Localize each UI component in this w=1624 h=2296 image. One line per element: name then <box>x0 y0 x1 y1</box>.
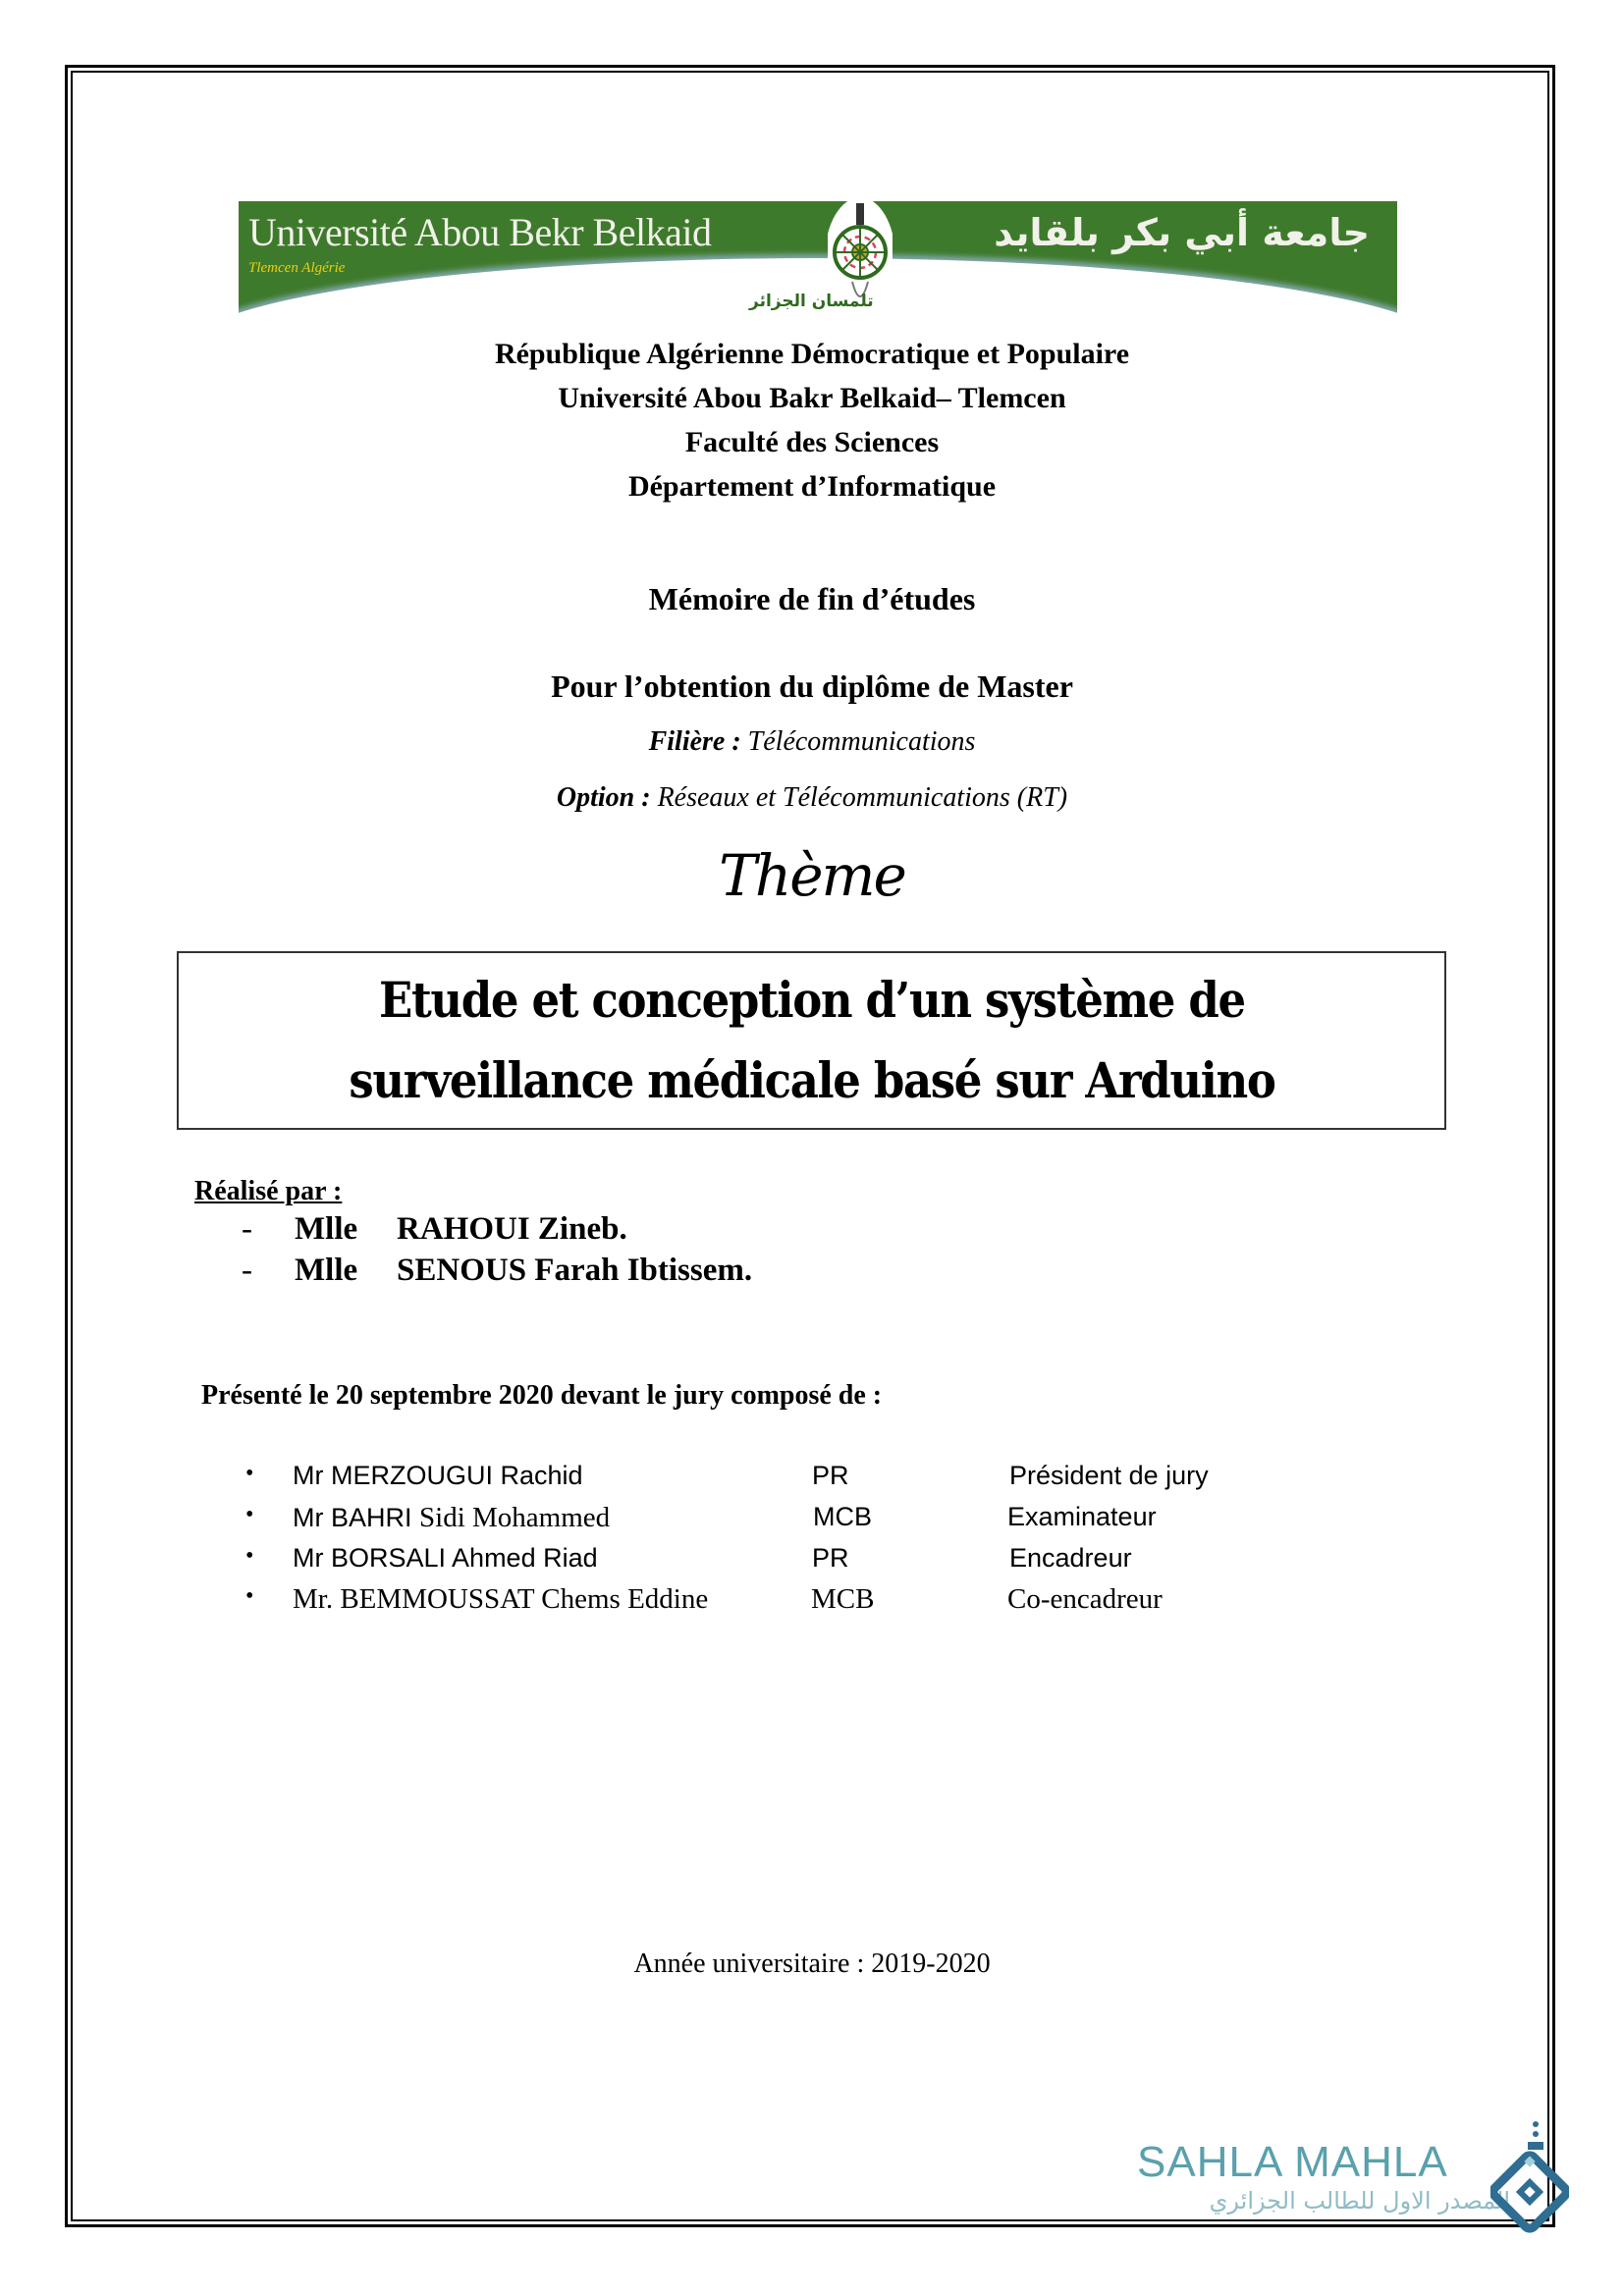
jury-member-name: Mr MERZOUGUI Rachid <box>293 1461 583 1490</box>
jury-member-row <box>245 1461 1326 1502</box>
faculty-line: Faculté des Sciences <box>684 426 940 458</box>
jury-member-name: Mr. BEMMOUSSAT Chems Eddine <box>293 1583 709 1615</box>
list-dash: - <box>242 1211 252 1247</box>
authors-label: Réalisé par : <box>194 1176 343 1206</box>
jury-member-grade: PR <box>812 1543 849 1573</box>
author-title: Mlle <box>295 1211 358 1247</box>
jury-member-grade: PR <box>812 1461 849 1490</box>
banner-title-arabic: جامعة أبي بكر بلقايد <box>994 211 1370 254</box>
watermark-title: SAHLA MAHLA <box>1137 2138 1448 2186</box>
jury-member-role: Co-encadreur <box>1007 1583 1163 1615</box>
jury-member-grade: MCB <box>811 1583 875 1615</box>
jury-member-row <box>245 1502 1326 1543</box>
author-name: RAHOUI Zineb. <box>397 1211 627 1247</box>
university-banner <box>239 201 1397 321</box>
author-item <box>242 1253 752 1289</box>
jury-member-grade: MCB <box>813 1502 872 1531</box>
academic-year: Année universitaire : 2019-2020 <box>633 1949 991 1979</box>
jury-member-role: Encadreur <box>1009 1543 1132 1573</box>
author-name: SENOUS Farah Ibtissem. <box>397 1253 753 1288</box>
thesis-title-box <box>177 951 1446 1130</box>
author-title: Mlle <box>295 1253 358 1288</box>
degree-line: Pour l’obtention du diplôme de Master <box>551 668 1073 704</box>
university-line: Université Abou Bakr Belkaid– Tlemcen <box>558 382 1066 414</box>
banner-title-french: Université Abou Bekr Belkaid <box>248 210 712 254</box>
bullet-icon: • <box>245 1543 254 1569</box>
jury-member-role: Président de jury <box>1009 1461 1209 1490</box>
department-line: Département d’Informatique <box>627 470 997 503</box>
republic-line: République Algérienne Démocratique et Populaire <box>494 338 1130 370</box>
sahla-mahla-watermark <box>1137 2138 1569 2236</box>
bullet-icon: • <box>245 1502 254 1527</box>
thesis-title-line-2: surveillance médicale basé sur Arduino <box>348 1051 1275 1109</box>
bullet-icon: • <box>245 1461 254 1486</box>
jury-member-name: Mr BORSALI Ahmed Riad <box>293 1543 598 1573</box>
filiere-label: Filière : <box>648 726 741 757</box>
option-value: Réseaux et Télécommunications (RT) <box>650 782 1068 813</box>
jury-member-role: Examinateur <box>1007 1502 1157 1531</box>
jury-member-row <box>245 1543 1326 1584</box>
banner-seal-caption: تلمسان الجزائر <box>749 292 874 311</box>
jury-member-name: Mr BAHRI Sidi Mohammed <box>293 1502 611 1533</box>
theme-heading: Thème <box>719 842 905 909</box>
option-label: Option : <box>556 782 651 813</box>
filiere-line <box>0 726 1624 758</box>
author-item <box>242 1211 627 1248</box>
list-dash: - <box>242 1253 252 1288</box>
option-line <box>0 782 1624 814</box>
filiere-value: Télécommunications <box>740 726 976 757</box>
watermark-subtitle: المصدر الاول للطالب الجزائري <box>1209 2187 1510 2215</box>
jury-intro: Présenté le 20 septembre 2020 devant le jury composé de : <box>201 1380 883 1411</box>
thesis-type: Mémoire de fin d’études <box>648 581 976 616</box>
jury-member-row <box>245 1583 1326 1625</box>
thesis-title-line-1: Etude et conception d’un système de <box>378 971 1245 1029</box>
sahla-mahla-logo-icon <box>1490 2118 1569 2236</box>
bullet-icon: • <box>245 1583 254 1609</box>
banner-subtitle-french: Tlemcen Algérie <box>248 260 346 276</box>
